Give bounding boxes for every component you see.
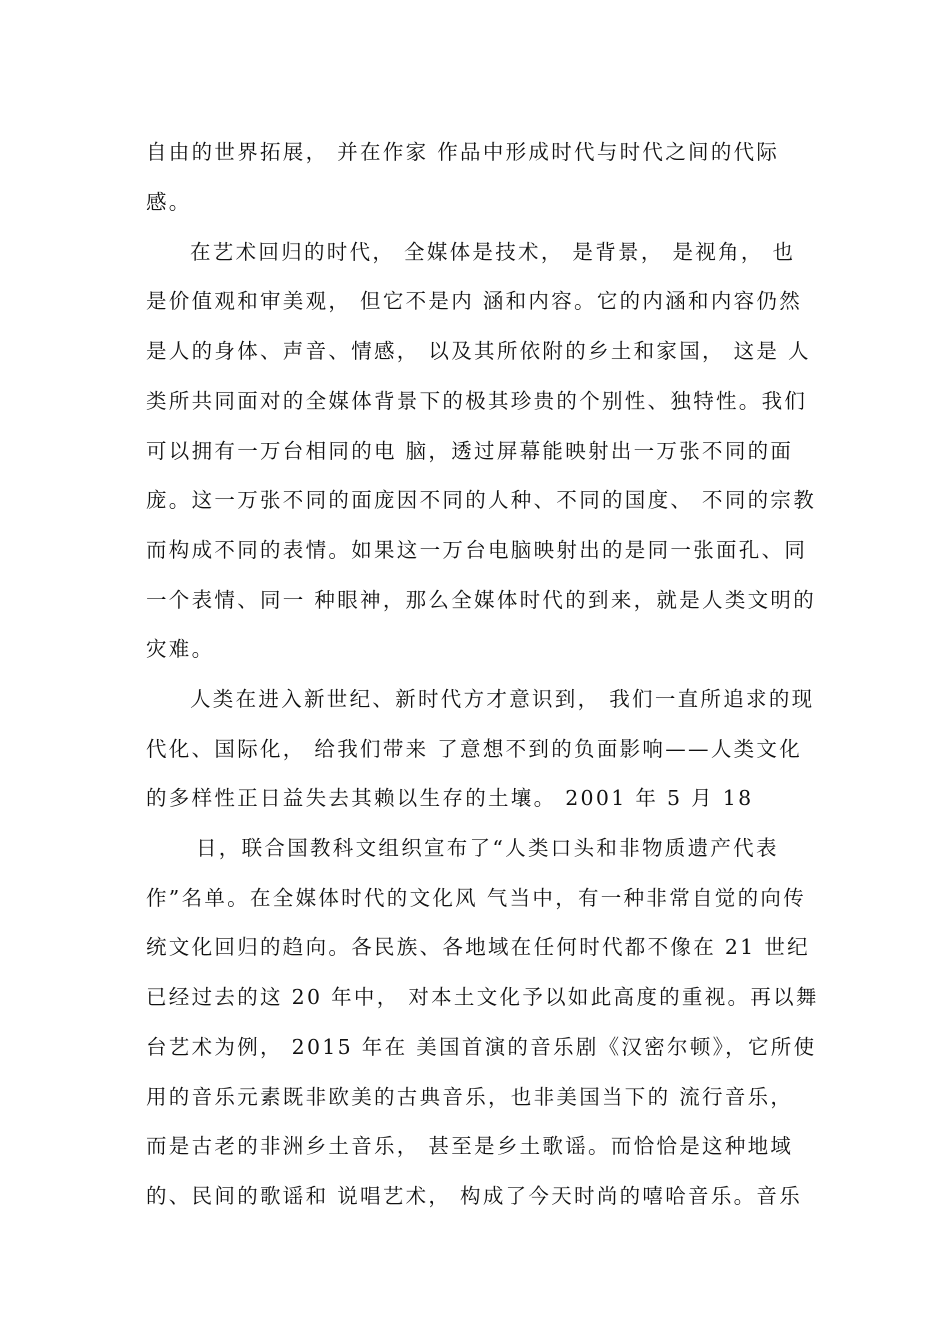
text-line: 台艺术为例， 2015 年在 美国首演的音乐剧《汉密尔顿》，它所使 [146, 1035, 817, 1059]
text-line: 类所共同面对的全媒体背景下的极其珍贵的个别性、独特性。我们 [146, 389, 808, 413]
text-line: 而是古老的非洲乡土音乐， 甚至是乡土歌谣。而恰恰是这种地域 [146, 1134, 794, 1158]
text-line: 用的音乐元素既非欧美的古典音乐，也非美国当下的 流行音乐， [146, 1085, 794, 1109]
text-line: 庞。这一万张不同的面庞因不同的人种、不同的国度、 不同的宗教 [146, 488, 817, 512]
text-line: 一个表情、同一 种眼神，那么全媒体时代的到来，就是人类文明的 [146, 588, 817, 612]
text-line: 灾难。 [146, 637, 215, 661]
text-line: 感。 [146, 190, 192, 214]
text-line: 人类在进入新世纪、新时代方才意识到， 我们一直所追求的现 [190, 687, 815, 711]
text-line: 统文化回归的趋向。各民族、各地域在任何时代都不像在 21 世纪 [146, 935, 810, 959]
text-line: 而构成不同的表情。如果这一万台电脑映射出的是同一张面孔、同 [146, 538, 808, 562]
text-line: 的、民间的歌谣和 说唱艺术， 构成了今天时尚的嘻哈音乐。音乐 [146, 1184, 803, 1208]
text-line: 在艺术回归的时代， 全媒体是技术， 是背景， 是视角， 也 [190, 240, 796, 264]
text-line: 自由的世界拓展， 并在作家 作品中形成时代与时代之间的代际 [146, 140, 780, 164]
text-line: 是价值观和审美观， 但它不是内 涵和内容。它的内涵和内容仍然 [146, 289, 803, 313]
text-line: 可以拥有一万台相同的电 脑，透过屏幕能映射出一万张不同的面 [146, 439, 794, 463]
text-line: 已经过去的这 20 年中， 对本土文化予以如此高度的重视。再以舞 [146, 985, 819, 1009]
text-line: 是人的身体、声音、情感， 以及其所依附的乡土和家国， 这是 人 [146, 339, 811, 363]
text-line: 代化、国际化， 给我们带来 了意想不到的负面影响——人类文化 [146, 737, 803, 761]
text-line: 作”名单。在全媒体时代的文化风 气当中，有一种非常自觉的向传 [146, 886, 806, 910]
text-line: 的多样性正日益失去其赖以生存的土壤。 2001 年 5 月 18 [146, 786, 754, 810]
text-line: 日，联合国教科文组织宣布了“人类口头和非物质遗产代表 [196, 836, 779, 860]
